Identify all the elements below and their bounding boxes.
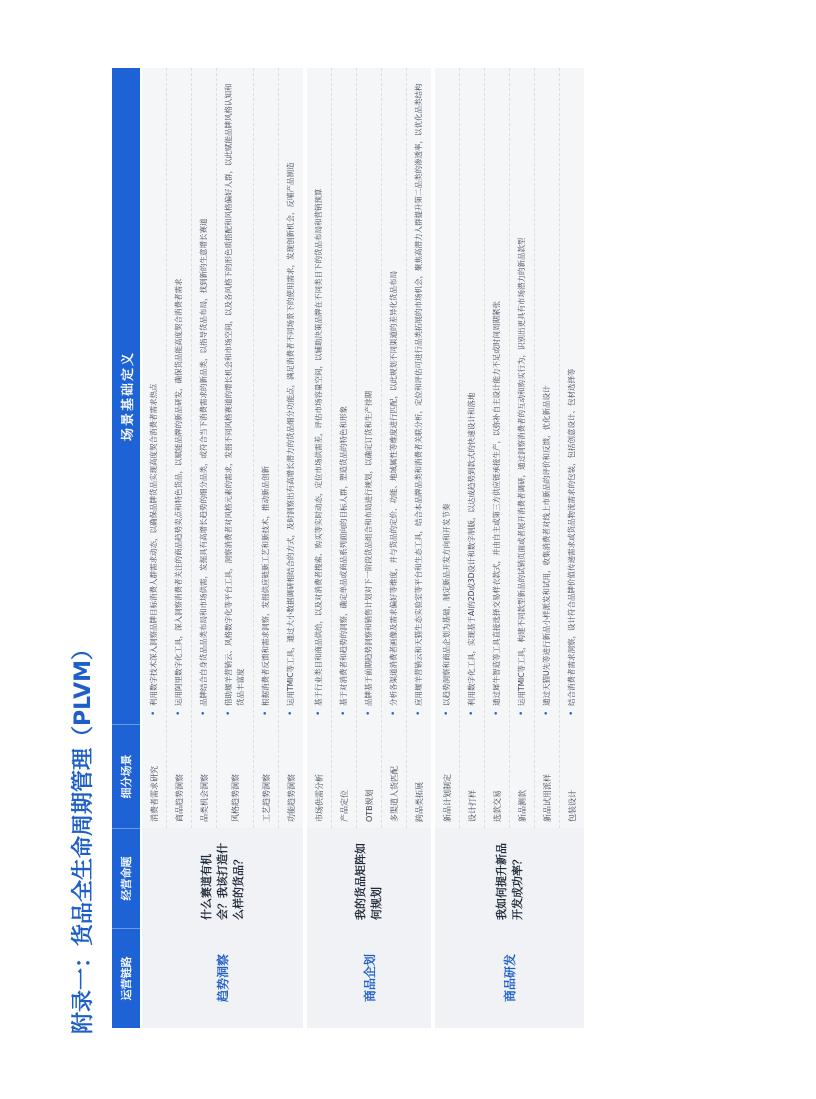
scene-cell: 市场供需分析: [314, 774, 324, 822]
table-row: [332, 68, 357, 828]
section-stage: 商品研发: [435, 928, 584, 1028]
definition-cell: • 结合消费者需求洞察，设计符合品牌价值传递需求或货品物流需求的包装，包括创意设计、包材选择等: [560, 68, 584, 724]
plvm-table: [112, 68, 812, 1028]
section-trend-insight: [142, 68, 303, 1028]
header-stage: 运营链路: [112, 928, 140, 1028]
scene-cell: 风格趋势洞察: [230, 774, 240, 822]
scene-cell: 选款交易: [492, 790, 502, 822]
section-question: 我如何提升新品开发成功率？: [435, 828, 584, 928]
definition-cell: • 利用数字技术深入洞察品牌目标消费人群需求动态，以确保品牌货品实现高度契合消费者需求热点: [142, 68, 166, 724]
scene-cell: 多渠道人货匹配: [389, 766, 399, 822]
table-row: [307, 68, 332, 828]
table-row: [485, 68, 510, 828]
definition-cell: • 以趋势洞察和商品企划为基础，制定新品开发方向和开发节奏: [435, 68, 459, 724]
table-row: [217, 68, 254, 828]
scene-cell: 功能趋势洞察: [286, 774, 296, 822]
table-row: [435, 68, 460, 828]
table-row: [460, 68, 485, 828]
table-row: [510, 68, 535, 828]
table-row: [560, 68, 584, 828]
definition-cell: • 基于行业类目和商品供给，以及对消费者搜索、购买等实时动态，定位市场供需差，评估市场容量空间，以辅助決策品牌在不同类目下的货品布局和营销预算: [307, 68, 331, 724]
header-question: 经营命题: [112, 828, 140, 928]
table-row: [535, 68, 560, 828]
table-row: [382, 68, 407, 828]
scene-cell: 品类机会洞察: [199, 774, 209, 822]
scene-cell: 产品定位: [339, 790, 349, 822]
definition-cell: • 运用TMIC等工具，通过大小数据调研相结合的方式，及时洞察出有高增长潜力的货品细分功能点，满足消费者不同场景下的使用需求，发现创新机会，反哺产品制造: [279, 68, 303, 724]
table-header: [112, 68, 140, 1028]
scene-cell: 包装设计: [567, 790, 577, 822]
scene-cell: 新品测款: [517, 790, 527, 822]
section-question: 什么赛道有机会？我该打造什么样的货品？: [142, 828, 303, 928]
table-row: [254, 68, 279, 828]
definition-cell: • 通过天猫U先等进行新品小样派发和试用，收集消费者对线上市新品的评价和反馈，优化新品设计: [535, 68, 559, 724]
table-row: [192, 68, 217, 828]
scene-cell: 跨品类拓展: [414, 782, 424, 822]
scene-cell: OTB规划: [364, 789, 374, 822]
section-stage: 趋势洞察: [142, 928, 303, 1028]
section-product-planning: [307, 68, 431, 1028]
scene-cell: 新品试用派样: [542, 774, 552, 822]
definition-cell: • 分析各渠道消费者画像及需求偏好等维度，并与货品的定价、功能、地域属性等维度进行匹配，以此规划不同渠道的差异化货品布局: [382, 68, 406, 724]
section-product-development: [435, 68, 584, 1028]
page-title: 附录一：货品全生命周期管理（PLVM）: [71, 637, 96, 1034]
definition-cell: • 根据消费者反馈和需求洞察，发掘供应链新工艺和新技术，推动新品创新: [254, 68, 278, 724]
definition-cell: • 品牌基于前期趋势洞察和销售计划对下一阶段货品组合和布局进行规划，以确定订货和生产排期: [357, 68, 381, 724]
table-row: [357, 68, 382, 828]
header-definition: 场景基础定义: [120, 351, 136, 442]
definition-cell: • 运用TMIC等工具，构建不同款型新品的试销页面或者展开消费者调研，通过洞察消费者的互动和购买行为，识别出更具有市场潜力的新品款型: [510, 68, 534, 724]
definition-cell: • 品牌结合自身货品品类布局和市场供需，发掘具有高增长趋势的细分品类，或符合当下消费需求的新品类，以指导货品布局，找到新的生意增长赛道: [192, 68, 216, 724]
section-stage: 商品企划: [307, 928, 431, 1028]
table-row: [407, 68, 431, 828]
scene-cell: 商品趋势洞察: [174, 774, 184, 822]
header-scene: 细分场景: [112, 724, 140, 828]
definition-cell: • 利用数字化工具，实现基于AI的2D或3D设计和数字制版，以达成趋势到款式的快速设计和落地: [460, 68, 484, 724]
definition-cell: • 借助堰羊营销云、风格数字化等平台工具，洞察消费者对风格元素的需求，发掘不同风格赛道的增长机会和市场空间，以及各风格下的形色质搭配和风格偏好人群，以此赋能品牌风格认知和货品丰富度: [217, 68, 253, 724]
definition-cell: • 应用堰羊营销云和天猫生态实验室等平台和生态工具，结合本品牌品类和消费者关联分析，定位和评估可进行品类拓展的市场机会，聚焦高潜力人群提升第二品类的渗透率，以优化品类结构: [407, 68, 431, 724]
scene-cell: 设计打样: [467, 790, 477, 822]
definition-cell: • 运用阿里数字化工具，深入洞察消费者关注的商品趋势卖点和特色货品，以赋能品牌的新品研发，确保货品能高度契合消费者需求: [167, 68, 191, 724]
definition-cell: • 通过犀牛智造等工具直接选择交易样衣款式，并由自主或第三方供应链承接生产，以弥补自主设计能力不足或时间周期紧张: [485, 68, 509, 724]
scene-cell: 新品计划制定: [442, 774, 452, 822]
scene-cell: 消费者需求研究: [149, 766, 159, 822]
table-row: [167, 68, 192, 828]
section-question: 我的货品矩阵如何规划: [307, 828, 431, 928]
table-row: [279, 68, 303, 828]
scene-cell: 工艺趋势洞察: [261, 774, 271, 822]
table-row: [142, 68, 167, 828]
definition-cell: • 基于对消费者和趋势的洞察，确定单品或商品系列面向的目标人群，塑造货品的特色和形象: [332, 68, 356, 724]
